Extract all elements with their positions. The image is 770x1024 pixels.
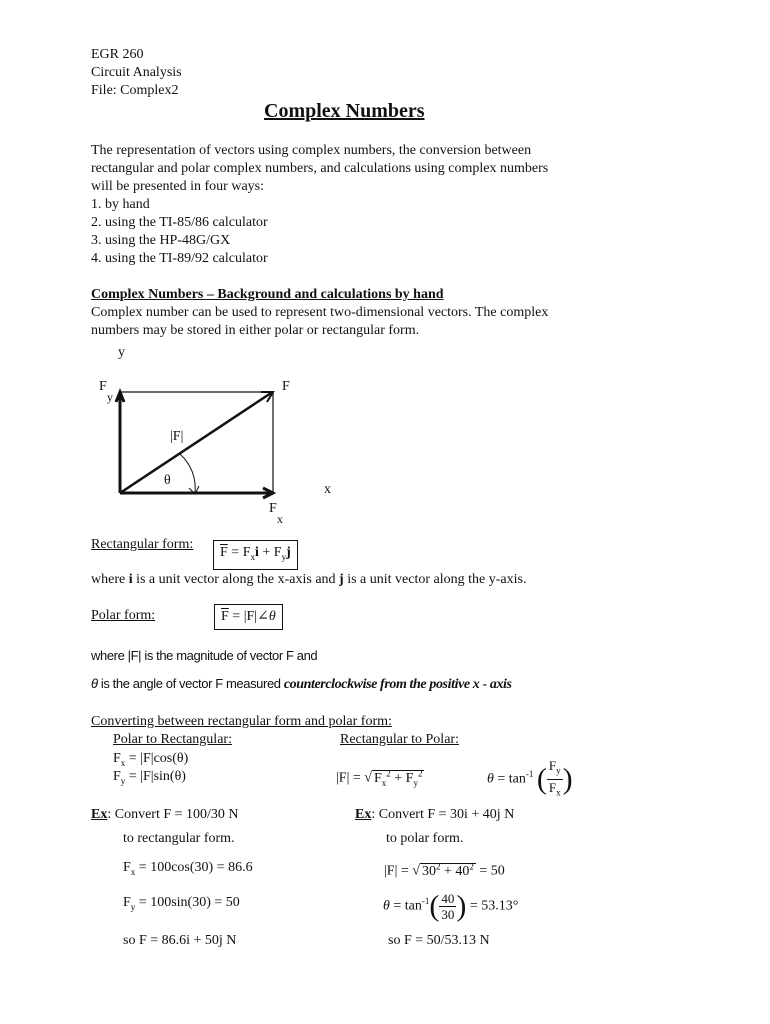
ex2-line-2: to polar form. xyxy=(386,831,464,846)
intro-line-1: The representation of vectors using complex numbers, the conversion between xyxy=(91,143,532,158)
y-axis-label: y xyxy=(118,345,125,360)
section-heading: Complex Numbers – Background and calculations by hand xyxy=(91,287,444,302)
ex2-result: so F = 50/53.13 N xyxy=(388,933,490,948)
x-axis-label: x xyxy=(324,482,331,497)
theta-label: θ xyxy=(164,473,171,488)
page-title: Complex Numbers xyxy=(264,100,425,122)
convert-heading: Converting between rectangular form and polar form: xyxy=(91,714,392,729)
fy-subscript: y xyxy=(107,390,113,404)
background-line-1: Complex number can be used to represent two-dimensional vectors. The complex xyxy=(91,305,549,320)
ex1-calc-1: $F_x = 100\cos(30) = 86.6$ xyxy=(123,860,253,877)
rect-form-label: Rectangular form: xyxy=(91,537,194,552)
angle-arc xyxy=(180,454,195,493)
list-item: 4. using the TI-89/92 calculator xyxy=(91,251,268,266)
list-item: 3. using the HP-48G/GX xyxy=(91,233,231,248)
background-line-2: numbers may be stored in either polar or rectangular form. xyxy=(91,323,420,338)
ex1-result: so F = 86.6i + 50j N xyxy=(123,933,237,948)
fx-formula: $F_x = |F|\cos(\theta)$ xyxy=(113,751,189,768)
file-name: File: Complex2 xyxy=(91,83,179,98)
f-vector-label: F xyxy=(282,379,290,394)
vector-f-arrow xyxy=(120,393,271,493)
list-item: 2. using the TI-85/86 calculator xyxy=(91,215,268,230)
ex1-heading: Ex: Convert F = 100/30 N xyxy=(91,807,239,822)
magnitude-formula: |F| = √ $F_x^2 + F_y^2$ xyxy=(336,768,423,788)
polar-to-rect-heading: Polar to Rectangular: xyxy=(113,732,232,747)
polar-form-label: Polar form: xyxy=(91,608,156,623)
ex2-heading: Ex: Convert F = 30i + 40j N xyxy=(355,807,515,822)
vector-diagram xyxy=(85,340,345,530)
theta-formula: $\theta = \tan^{-1}$ ( $\frac{F_y}{F_x}$) xyxy=(487,758,573,798)
fx-subscript: x xyxy=(277,512,283,526)
rect-where: where i is a unit vector along the x-axis and j is a unit vector along the y-axis. xyxy=(91,572,527,587)
polar-form-formula: $\overline{F}$ = |F|∠θ xyxy=(214,604,283,630)
rect-to-polar-heading: Rectangular to Polar: xyxy=(340,732,459,747)
ex1-line-2: to rectangular form. xyxy=(123,831,235,846)
polar-where-1: where |F| is the magnitude of vector F and xyxy=(91,648,318,663)
ex1-calc-2: $F_y = 100\sin(30) = 50$ xyxy=(123,895,240,912)
ex2-calc-2: $\theta = \tan^{-1}$( $\frac{40}{30}) = 53.13^\circ$ xyxy=(383,889,519,923)
ex2-calc-1: |F| = √ $30^2 + 40^2 = 50$ xyxy=(384,861,505,879)
magnitude-label: |F| xyxy=(170,429,184,444)
polar-where-2: θ is the angle of vector F measured counterclockwise from the positive x - axis xyxy=(91,676,512,692)
fy-formula: $F_y = |F|\sin(\theta)$ xyxy=(113,769,186,786)
intro-line-3: will be presented in four ways: xyxy=(91,179,265,194)
rect-form-formula: $\overline{F} = F_xi + F_yj$ xyxy=(213,540,298,570)
list-item: 1. by hand xyxy=(91,197,150,212)
intro-line-2: rectangular and polar complex numbers, and calculations using complex numbers xyxy=(91,161,549,176)
fx-label: F xyxy=(269,501,277,516)
course-code: EGR 260 xyxy=(91,47,144,62)
course-subject: Circuit Analysis xyxy=(91,65,182,80)
fy-label: F xyxy=(99,379,107,394)
